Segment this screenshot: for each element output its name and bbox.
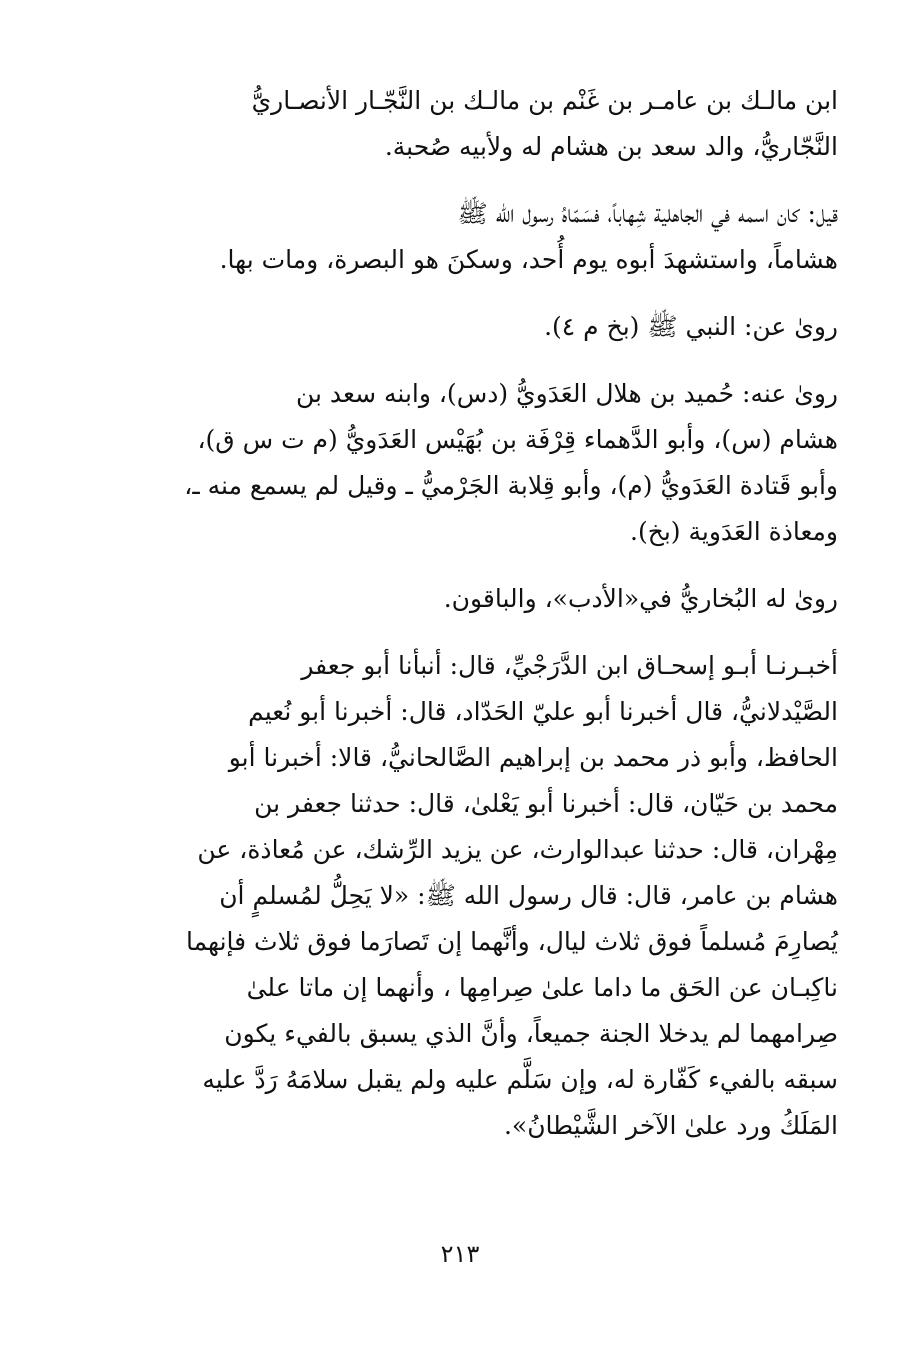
paragraph-name-note (122, 191, 838, 283)
text-line: ومعاذة العَدَوية (بخ). (630, 517, 838, 546)
page-body (122, 78, 838, 1170)
text-line: هشاماً، واستشهدَ أبوه يوم أُحد، وسكنَ هو البصرة، ومات بها. (219, 245, 838, 274)
text-line: النَّجّاريُّ، والد سعد بن هشام له ولأبيه صُحبة. (384, 132, 838, 161)
text-line: هشام بن عامر، قال: قال رسول الله ﷺ: «لا يَحِلُّ لمُسلمٍ أن (219, 881, 838, 910)
text-line: الحافظ، وأبو ذر محمد بن إبراهيم الصَّالحانيُّ، قالا: أخبرنا أبو (228, 743, 838, 772)
text-line: المَلَكُ ورد علىٰ الآخر الشَّيْطانُ». (503, 1111, 838, 1140)
paragraph-transmitted-by (122, 576, 838, 622)
text-line: سبقه بالفيء كَفّارة له، وإن سَلَّم عليه ولم يقبل سلامَهُ رَدَّ عليه (202, 1065, 838, 1094)
text-line: روىٰ له البُخاريُّ في«الأدب»، والباقون. (443, 584, 838, 613)
text-line: صِرامهما لم يدخلا الجنة جميعاً، وأنَّ الذي يسبق بالفيء يكون (224, 1019, 838, 1048)
text-line: الصَّيْدلانيُّ، قال أخبرنا أبو عليّ الحَدّاد، قال: أخبرنا أبو نُعيم (248, 697, 838, 726)
page-number: ٢١٣ (440, 1240, 480, 1268)
text-line: ناكِبـان عن الحَق ما داما علىٰ صِرامِها ، وأنهما إن ماتا علىٰ (246, 973, 838, 1002)
text-line: محمد بن حَيّان، قال: أخبرنا أبو يَعْلىٰ، قال: حدثنا جعفر بن (254, 789, 838, 818)
text-line: وأبو قَتادة العَدَويُّ (م)، وأبو قِلابة الجَرْميُّ ـ وقيل لم يسمع منه ـ، (184, 471, 838, 500)
text-line: أخبـرنـا أبـو إسحـاق ابن الدَّرَجْيِّ، قال: أنبأنا أبو جعفر (301, 651, 838, 680)
text-line: قيل: كان اسمه في الجاهلية شِهاباً، فسَمّاهُ رسول الله ﷺ (457, 199, 838, 228)
text-line: روىٰ عنه: حُميد بن هلال العَدَويُّ (دس)، وابنه سعد بن (295, 379, 838, 408)
text-line: ابن مالـك بن عامـر بن غَنْم بن مالـك بن النَّجّـار الأنصـاريُّ (251, 86, 838, 115)
paragraph-hadith (122, 643, 838, 1149)
paragraph-narrators (122, 371, 838, 555)
paragraph-lineage (122, 78, 838, 170)
text-line: مِهْران، قال: حدثنا عبدالوارث، عن يزيد الرِّشك، عن مُعاذة، عن (197, 835, 838, 864)
text-line: روىٰ عن: النبي ﷺ (بخ م ٤). (544, 312, 838, 341)
text-line: يُصارِمَ مُسلماً فوق ثلاث ليال، وأنَّهما إن تَصارَما فوق ثلاث فإنهما (185, 927, 838, 956)
paragraph-narrated-from (122, 304, 838, 350)
text-line: هشام (س)، وأبو الدَّهماء قِرْفَة بن بُهَيْس العَدَويُّ (م ت س ق)، (197, 425, 838, 454)
